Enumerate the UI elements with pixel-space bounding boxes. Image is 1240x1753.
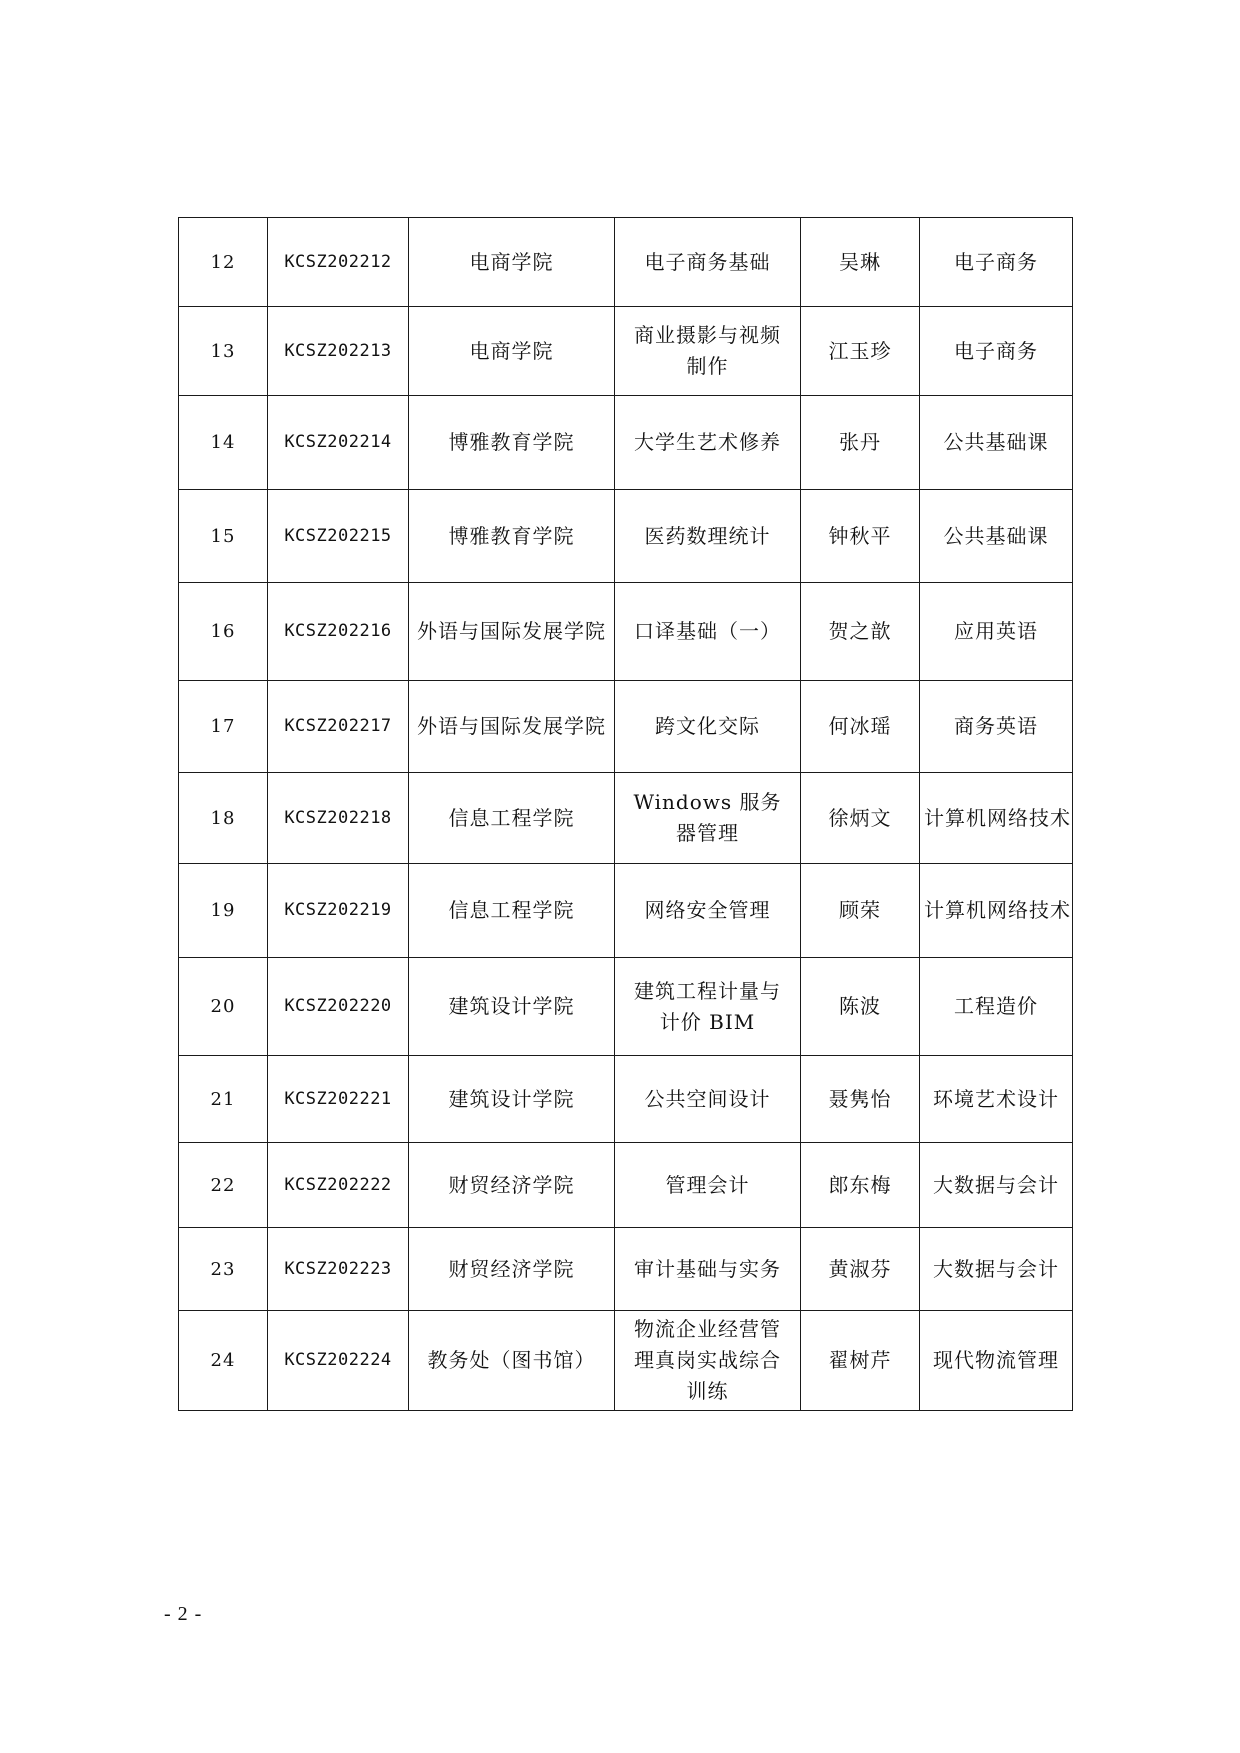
- school-name: 建筑设计学院: [448, 994, 575, 1018]
- table-row: [179, 307, 1073, 396]
- course-name: 管理会计: [665, 1172, 750, 1197]
- course-name: 跨文化交际: [655, 714, 760, 738]
- course-name: 审计基础与实务: [634, 1256, 781, 1281]
- course-name: 建筑工程计量与计价 BIM: [634, 978, 781, 1034]
- course-code: KCSZ202212: [284, 251, 392, 272]
- school-name: 外语与国际发展学院: [417, 619, 606, 643]
- row-number-cell: [179, 218, 268, 307]
- course-code-cell: [268, 1143, 409, 1228]
- row-number: 21: [210, 1088, 236, 1110]
- course-name-cell: [615, 681, 801, 773]
- teacher-name: 何冰瑶: [828, 714, 892, 738]
- course-name-cell: [615, 490, 801, 583]
- major-name-cell: [920, 681, 1073, 773]
- row-number-cell: [179, 681, 268, 773]
- major-name: 应用英语: [954, 619, 1038, 643]
- course-name: Windows 服务器管理: [633, 790, 782, 845]
- row-number-cell: [179, 490, 268, 583]
- course-code-cell: [268, 583, 409, 681]
- teacher-name-cell: [801, 1056, 920, 1143]
- table-row: [179, 1311, 1073, 1411]
- course-code-cell: [268, 1311, 409, 1411]
- teacher-name: 钟秋平: [828, 523, 892, 548]
- school-name-cell: [409, 396, 615, 490]
- row-number: 23: [210, 1258, 236, 1280]
- course-name-cell: [615, 583, 801, 681]
- major-name: 环境艺术设计: [933, 1086, 1059, 1111]
- teacher-name: 贺之歆: [828, 619, 892, 643]
- course-code: KCSZ202213: [284, 340, 392, 361]
- course-code: KCSZ202217: [284, 716, 392, 736]
- table-row: [179, 864, 1073, 958]
- school-name-cell: [409, 490, 615, 583]
- major-name-cell: [920, 583, 1073, 681]
- course-code-cell: [268, 958, 409, 1056]
- school-name-cell: [409, 583, 615, 681]
- table-row: [179, 1056, 1073, 1143]
- school-name-cell: [409, 864, 615, 958]
- row-number: 20: [210, 996, 236, 1017]
- course-code-cell: [268, 864, 409, 958]
- major-name: 公共基础课: [943, 523, 1049, 548]
- course-code: KCSZ202223: [284, 1258, 392, 1279]
- course-code: KCSZ202219: [284, 900, 392, 920]
- course-name: 公共空间设计: [644, 1086, 771, 1111]
- course-name-cell: [615, 1056, 801, 1143]
- school-name: 博雅教育学院: [448, 523, 575, 548]
- row-number: 15: [210, 525, 236, 547]
- course-name: 口译基础（一）: [634, 619, 781, 643]
- major-name-cell: [920, 490, 1073, 583]
- course-name: 大学生艺术修养: [634, 430, 781, 454]
- teacher-name-cell: [801, 218, 920, 307]
- table-row: [179, 1143, 1073, 1228]
- table-row: [179, 681, 1073, 773]
- teacher-name: 江玉珍: [828, 338, 892, 363]
- school-name-cell: [409, 218, 615, 307]
- course-code: KCSZ202215: [284, 525, 392, 546]
- school-name: 电商学院: [469, 338, 554, 363]
- course-code-cell: [268, 218, 409, 307]
- course-code: KCSZ202221: [284, 1088, 392, 1109]
- course-code: KCSZ202218: [284, 807, 392, 828]
- table-row: [179, 773, 1073, 864]
- course-code-cell: [268, 681, 409, 773]
- major-name: 现代物流管理: [933, 1348, 1059, 1372]
- row-number: 16: [210, 621, 236, 642]
- course-name: 商业摄影与视频制作: [634, 323, 781, 378]
- teacher-name-cell: [801, 583, 920, 681]
- table-row: [179, 958, 1073, 1056]
- major-name: 电子商务: [954, 249, 1038, 274]
- school-name: 电商学院: [469, 249, 554, 274]
- school-name-cell: [409, 307, 615, 396]
- teacher-name-cell: [801, 1311, 920, 1411]
- teacher-name-cell: [801, 958, 920, 1056]
- major-name-cell: [920, 773, 1073, 864]
- course-name: 医药数理统计: [644, 523, 771, 548]
- row-number: 19: [210, 900, 236, 921]
- course-name-cell: [615, 218, 801, 307]
- school-name: 财贸经济学院: [448, 1256, 575, 1281]
- teacher-name: 顾荣: [839, 898, 881, 922]
- major-name-cell: [920, 1056, 1073, 1143]
- course-name-cell: [615, 396, 801, 490]
- major-name: 商务英语: [954, 714, 1038, 738]
- course-name: 电子商务基础: [644, 249, 771, 274]
- row-number-cell: [179, 1143, 268, 1228]
- teacher-name-cell: [801, 864, 920, 958]
- teacher-name-cell: [801, 396, 920, 490]
- course-name: 网络安全管理: [644, 898, 771, 922]
- course-name-cell: [615, 773, 801, 864]
- row-number-cell: [179, 773, 268, 864]
- row-number: 12: [210, 251, 236, 273]
- major-name: 计算机网络技术: [924, 898, 1071, 922]
- school-name-cell: [409, 773, 615, 864]
- table-row: [179, 218, 1073, 307]
- table-body: [179, 218, 1073, 1411]
- major-name: 工程造价: [954, 994, 1038, 1018]
- major-name: 大数据与会计: [933, 1256, 1059, 1281]
- major-name-cell: [920, 1143, 1073, 1228]
- row-number: 22: [210, 1174, 236, 1196]
- major-name-cell: [920, 218, 1073, 307]
- row-number: 14: [210, 432, 236, 453]
- course-name-cell: [615, 307, 801, 396]
- teacher-name-cell: [801, 681, 920, 773]
- major-name-cell: [920, 864, 1073, 958]
- row-number: 13: [210, 340, 236, 362]
- row-number-cell: [179, 1056, 268, 1143]
- major-name-cell: [920, 958, 1073, 1056]
- teacher-name: 陈波: [839, 994, 881, 1018]
- major-name: 电子商务: [954, 338, 1038, 363]
- course-code: KCSZ202216: [284, 621, 392, 641]
- school-name: 教务处（图书馆）: [427, 1348, 596, 1372]
- course-name-cell: [615, 1228, 801, 1311]
- course-code-cell: [268, 396, 409, 490]
- school-name: 信息工程学院: [448, 898, 575, 922]
- course-name: 物流企业经营管理真岗实战综合训练: [634, 1317, 781, 1403]
- row-number: 18: [210, 807, 236, 829]
- teacher-name: 徐炳文: [828, 805, 892, 830]
- course-code: KCSZ202220: [284, 996, 392, 1016]
- major-name-cell: [920, 1228, 1073, 1311]
- school-name-cell: [409, 681, 615, 773]
- major-name: 计算机网络技术: [924, 805, 1071, 830]
- course-code-cell: [268, 307, 409, 396]
- major-name: 公共基础课: [943, 430, 1049, 454]
- course-code-cell: [268, 1056, 409, 1143]
- table-row: [179, 490, 1073, 583]
- teacher-name-cell: [801, 1143, 920, 1228]
- row-number: 17: [210, 716, 236, 737]
- teacher-name: 聂隽怡: [828, 1086, 892, 1111]
- course-table: [178, 217, 1073, 1411]
- teacher-name-cell: [801, 773, 920, 864]
- teacher-name: 郎东梅: [828, 1172, 892, 1197]
- teacher-name: 吴琳: [839, 249, 881, 274]
- table-row: [179, 396, 1073, 490]
- school-name: 信息工程学院: [448, 805, 575, 830]
- row-number-cell: [179, 307, 268, 396]
- teacher-name: 张丹: [839, 430, 881, 454]
- major-name-cell: [920, 1311, 1073, 1411]
- page-number: - 2 -: [164, 1603, 203, 1625]
- course-code: KCSZ202224: [284, 1350, 392, 1370]
- course-name-cell: [615, 1143, 801, 1228]
- table-row: [179, 583, 1073, 681]
- major-name-cell: [920, 307, 1073, 396]
- teacher-name-cell: [801, 1228, 920, 1311]
- course-code-cell: [268, 490, 409, 583]
- teacher-name-cell: [801, 490, 920, 583]
- school-name-cell: [409, 1228, 615, 1311]
- school-name-cell: [409, 958, 615, 1056]
- table-row: [179, 1228, 1073, 1311]
- school-name: 建筑设计学院: [448, 1086, 575, 1111]
- teacher-name: 黄淑芬: [828, 1256, 892, 1281]
- course-name-cell: [615, 958, 801, 1056]
- row-number-cell: [179, 958, 268, 1056]
- course-name-cell: [615, 864, 801, 958]
- row-number-cell: [179, 583, 268, 681]
- course-code: KCSZ202222: [284, 1174, 392, 1195]
- course-code-cell: [268, 773, 409, 864]
- school-name-cell: [409, 1056, 615, 1143]
- teacher-name: 翟树芹: [828, 1348, 892, 1372]
- school-name: 博雅教育学院: [448, 430, 575, 454]
- course-code-cell: [268, 1228, 409, 1311]
- school-name-cell: [409, 1311, 615, 1411]
- row-number-cell: [179, 1311, 268, 1411]
- teacher-name-cell: [801, 307, 920, 396]
- school-name: 财贸经济学院: [448, 1172, 575, 1197]
- school-name-cell: [409, 1143, 615, 1228]
- row-number-cell: [179, 396, 268, 490]
- row-number: 24: [210, 1350, 236, 1371]
- row-number-cell: [179, 1228, 268, 1311]
- major-name: 大数据与会计: [933, 1172, 1059, 1197]
- course-name-cell: [615, 1311, 801, 1411]
- row-number-cell: [179, 864, 268, 958]
- school-name: 外语与国际发展学院: [417, 714, 606, 738]
- major-name-cell: [920, 396, 1073, 490]
- course-code: KCSZ202214: [284, 432, 392, 452]
